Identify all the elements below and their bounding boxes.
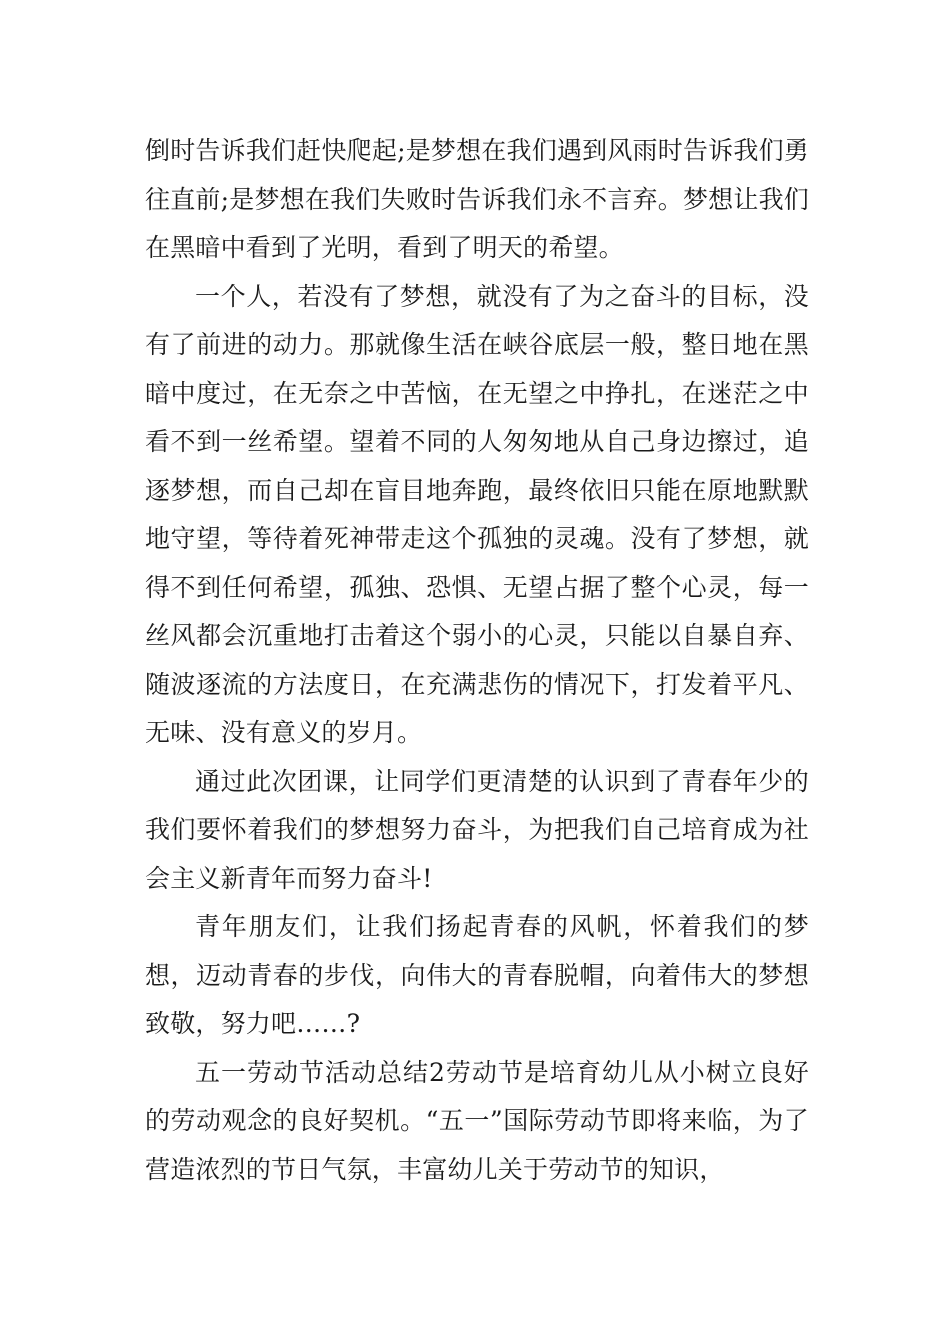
paragraph-league-lesson: 通过此次团课，让同学们更清楚的认识到了青春年少的我们要怀着我们的梦想努力奋斗，为把我们自己培育成为社会主义新青年而努力奋斗! xyxy=(145,766,809,893)
paragraph-dream-loss: 一个人，若没有了梦想，就没有了为之奋斗的目标，没有了前进的动力。那就像生活在峡谷底层一般，整日地在黑暗中度过，在无奈之中苦恼，在无望之中挣扎，在迷茫之中看不到一丝希望。望着不同的人匆匆地从自己身边擦过，追逐梦想，而自己却在盲目地奔跑，最终依旧只能在原地默默地守望，等待着死神带走这个孤独的灵魂。没有了梦想，就得不到任何希望，孤独、恐惧、无望占据了整个心灵，每一丝风都会沉重地打击着这个弱小的心灵，只能以自暴自弃、随波逐流的方法度日，在充满悲伤的情况下，打发着平凡、无味、没有意义的岁月。 xyxy=(145,281,809,747)
paragraph-continued: 倒时告诉我们赶快爬起;是梦想在我们遇到风雨时告诉我们勇往直前;是梦想在我们失败时告诉我们永不言弃。梦想让我们在黑暗中看到了光明，看到了明天的希望。 xyxy=(145,136,809,262)
document-body xyxy=(145,127,809,1194)
paragraph-youth-call: 青年朋友们，让我们扬起青春的风帆，怀着我们的梦想，迈动青春的步伐，向伟大的青春脱帽，向着伟大的梦想致敬，努力吧……? xyxy=(145,912,809,1038)
paragraph-labor-day-summary: 五一劳动节活动总结2劳动节是培育幼儿从小树立良好的劳动观念的良好契机。“五一”国际劳动节即将来临，为了营造浓烈的节日气氛，丰富幼儿关于劳动节的知识， xyxy=(145,1057,809,1184)
